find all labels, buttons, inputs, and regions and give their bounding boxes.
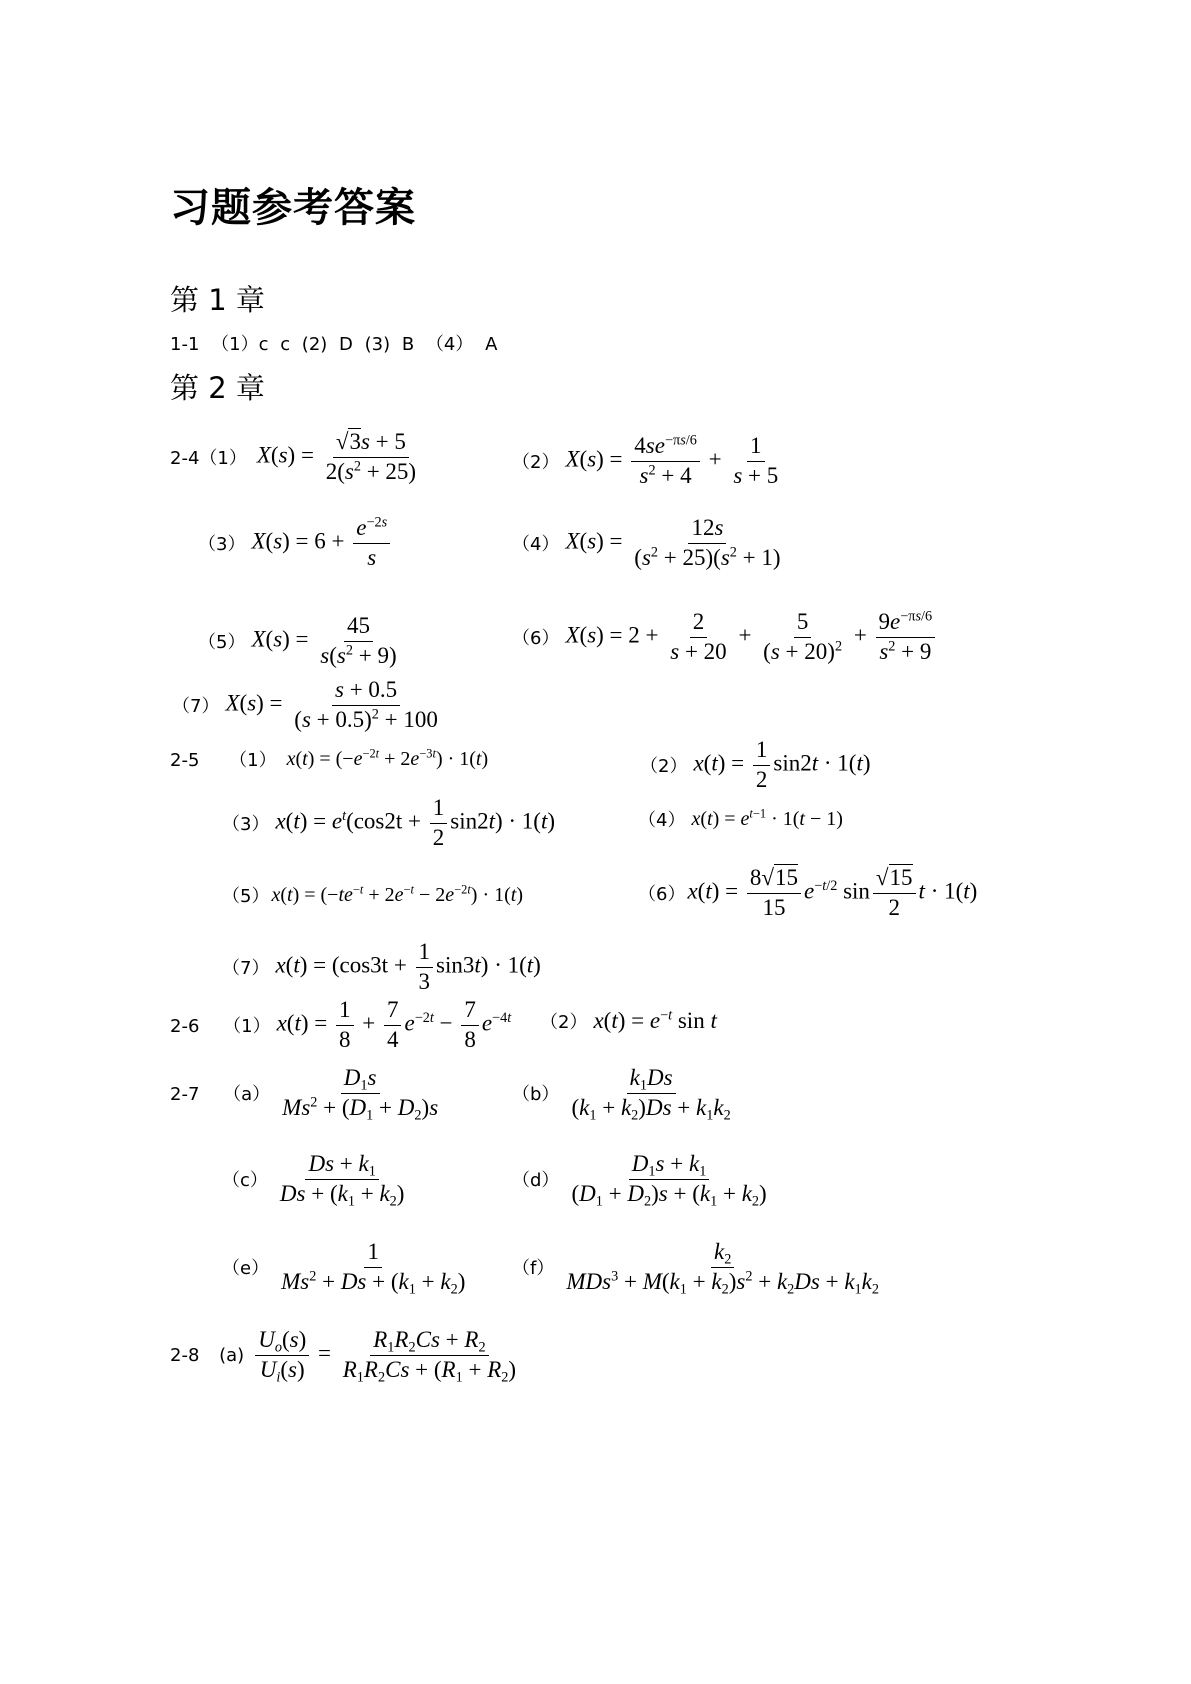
label: （4） (638, 810, 686, 831)
formula: $x(t) = e^{-t}$ sin t (593, 1007, 717, 1033)
answer-2-7-f (512, 1238, 885, 1297)
formula: X(s) = 2 + $\frac{2}{s + 20}$ + $\frac{5}{(s + 20)^2}$ + $\frac{9e^{-\pi s/6}}{s^2 + 9}$ (565, 608, 938, 667)
formula: X(s) = 6 + $\frac{e^{-2s}}{s}$ (251, 514, 393, 573)
answer-2-7-d (512, 1150, 773, 1209)
answer-2-4-1 (170, 428, 422, 487)
formula: $x(t) = (-te^{-t} + 2e^{-t} - 2e^{-2t}) \cdot 1(t)$ (271, 882, 524, 906)
formula: $\frac{k_2}{MDs^3 + M(k_1 + k_2)s^2 + k_2Ds + k_1k_2}$ (566, 1239, 880, 1298)
formula: $\frac{k_1Ds}{(k_1 + k_2)Ds + k_1k_2}$ (571, 1065, 731, 1124)
label: 2-4（1） (170, 448, 247, 470)
answer-2-7-b (512, 1064, 737, 1123)
formula: $x(t) = e^{t-1} \cdot 1(t - 1)$ (691, 806, 843, 830)
formula: X(s) = $\frac{s + 0.5}{(s + 0.5)^2 + 100}$ (225, 677, 438, 732)
answer-2-4-3 (198, 514, 393, 573)
answer-1-1: 1-1 （1）c c (2) D (3) B （4） A (170, 334, 498, 355)
formula: $\frac{D_1s}{Ms^2 + (D_1 + D_2)s}$ (282, 1065, 439, 1124)
label: （7） (222, 958, 270, 980)
label: （4） (512, 534, 560, 556)
label: （6） (512, 628, 560, 650)
label: 2-5 （1） (170, 750, 277, 771)
formula: X(s) = $\frac{45}{s(s^2 + 9)}$ (251, 613, 397, 668)
answer-2-4-6 (512, 608, 938, 667)
formula: x(t) = $\frac{8√15}{15}$ $e^{-t/2}$ sin $\frac{√15}{2}$ t · 1(t) (687, 865, 978, 920)
formula: x(t) = $\frac{1}{2}$ sin2t · 1(t) (693, 737, 871, 792)
answer-2-7-c (222, 1150, 410, 1209)
answer-2-8-a (170, 1326, 522, 1385)
label: （2） (540, 1012, 588, 1033)
answer-2-5-5 (222, 882, 523, 908)
formula: X(s) = $\frac{12s}{(s^2 + 25)(s^2 + 1)}$ (565, 515, 781, 570)
answer-2-4-2 (512, 432, 784, 491)
answer-2-5-3 (222, 794, 555, 853)
label: 2-6 （1） (170, 1016, 271, 1038)
answer-2-6-2 (540, 1008, 717, 1034)
formula: $\frac{U_o(s)}{U_i(s)}$ = $\frac{R_1R_2Cs + R_2}{R_1R_2Cs + (R_1 + R_2)}$ (252, 1326, 522, 1385)
formula: $x(t) = (-e^{-2t} + 2e^{-3t}) \cdot 1(t)$ (286, 746, 489, 770)
label: （b） (512, 1084, 560, 1106)
label: （5） (198, 632, 246, 654)
label: （2） (640, 756, 688, 778)
label: （e） (222, 1258, 270, 1280)
label: （c） (222, 1170, 268, 1192)
formula: X(s) = $\frac{4se^{-\pi s/6}}{s^2 + 4}$ + $\frac{1}{s + 5}$ (565, 432, 779, 488)
label: 2-7 （a） (170, 1084, 271, 1106)
answer-2-7-e (222, 1238, 471, 1297)
label: （5） (222, 886, 270, 907)
formula: X(s) = $\frac{√3s + 5}{2(s^2 + 25)}$ (256, 429, 417, 484)
label: （d） (512, 1170, 560, 1192)
answer-2-5-6 (638, 864, 977, 923)
chapter-1-heading: 第 1 章 (170, 283, 265, 317)
answer-2-5-7 (222, 938, 541, 997)
label: （3） (198, 534, 246, 556)
label: （f） (512, 1258, 555, 1280)
answer-2-4-4 (512, 514, 787, 573)
answer-2-6-1 (170, 996, 511, 1055)
label: （3） (222, 814, 270, 836)
formula: x(t) = $\frac{1}{8}$ + $\frac{7}{4}$ $e^{-2t}$ − $\frac{7}{8}$ $e^{-4t}$ (276, 997, 512, 1052)
label: （2） (512, 452, 560, 474)
formula: $x(t) = e^t(\cos 2t$ + $\frac{1}{2}$ sin2t) · 1(t) (275, 795, 556, 850)
answer-2-5-1 (170, 746, 488, 772)
formula: $\frac{D_1s + k_1}{(D_1 + D_2)s + (k_1 + k_2)}$ (571, 1151, 767, 1210)
label: （7） (172, 696, 220, 718)
answer-2-5-4 (638, 806, 843, 832)
formula: $\frac{Ds + k_1}{Ds + (k_1 + k_2)}$ (279, 1151, 405, 1210)
answer-2-5-2 (640, 736, 871, 795)
page-title: 习题参考答案 (170, 185, 416, 231)
label: （6） (638, 884, 686, 906)
chapter-2-heading: 第 2 章 (170, 371, 265, 405)
formula: $\frac{1}{Ms^2 + Ds + (k_1 + k_2)}$ (281, 1239, 466, 1298)
answer-2-4-5 (198, 612, 403, 671)
answer-2-4-7 (172, 676, 444, 735)
label: 2-8 (a) (170, 1344, 245, 1366)
answer-2-7-a (170, 1064, 444, 1123)
formula: x(t) = (cos3t + $\frac{1}{3}$ sin3t) · 1(t) (275, 939, 541, 994)
